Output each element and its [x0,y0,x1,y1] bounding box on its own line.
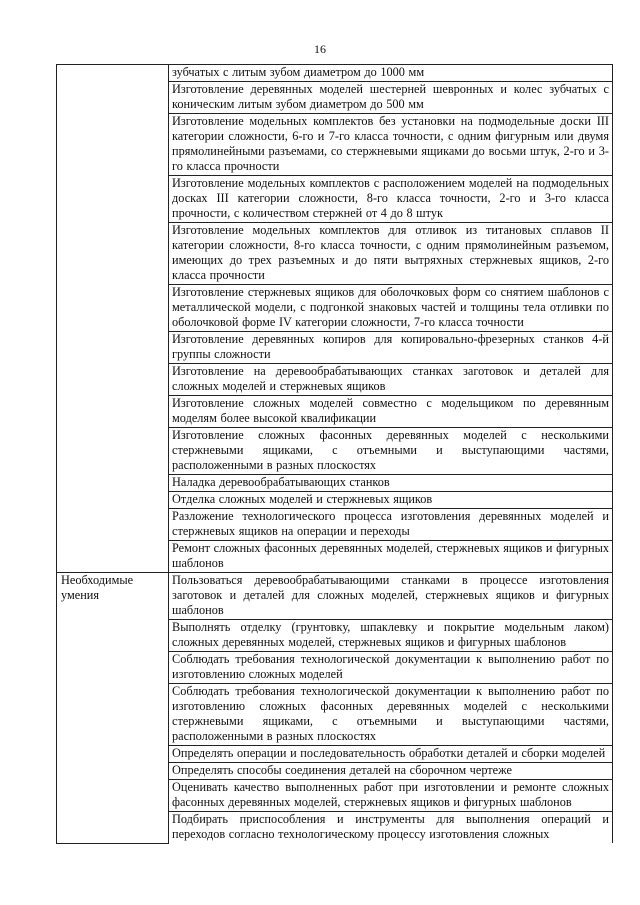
table-cell: Изготовление деревянных моделей шестерней шевронных и колес зубчатых с коническим литым зубом диаметром до 500 мм [169,82,613,114]
table-cell: Отделка сложных моделей и стержневых ящиков [169,492,613,509]
table-cell: Изготовление модельных комплектов без установки на подмодельные доски III категории сложности, 6-го и 7-го класса точности, с одним фигурным или двумя прямолинейными разъемами, со стержневыми ящиками до восьми штук, 2-го и 3-го класса прочности [169,114,613,176]
requirements-table [56,64,613,844]
table-cell: Ремонт сложных фасонных деревянных моделей, стержневых ящиков и фигурных шаблонов [169,541,613,573]
table-cell: Определять способы соединения деталей на сборочном чертеже [169,763,613,780]
table-cell: Изготовление модельных комплектов для отливок из титановых сплавов II категории сложности, 8-го класса точности, с одним прямолинейным разъемом, имеющих до трех разъемных и до пяти вытряхных стержневых ящиков, 2-го класса прочности [169,223,613,285]
table-cell: Изготовление на деревообрабатывающих станках заготовок и деталей для сложных моделей и стержневых ящиков [169,364,613,396]
table-cell: Соблюдать требования технологической документации к выполнению работ по изготовлению сложных моделей [169,652,613,684]
table-cell: Разложение технологического процесса изготовления деревянных моделей и стержневых ящиков на операции и переходы [169,509,613,541]
table-cell: зубчатых с литым зубом диаметром до 1000 мм [169,65,613,82]
table-cell: Изготовление деревянных копиров для копировально-фрезерных станков 4-й группы сложности [169,332,613,364]
table-cell: Изготовление модельных комплектов с расположением моделей на подмодельных досках III категории сложности, 8-го класса точности, 2-го и 3-го класса прочности, с количеством стержней от 4 до 8 штук [169,176,613,223]
table-row [57,573,613,620]
table-cell: Соблюдать требования технологической документации к выполнению работ по изготовлению сложных фасонных деревянных моделей с несколькими стержневыми ящиками, с отъемными и выступающими частями, расположенными в разных плоскостях [169,684,613,746]
table-cell: Наладка деревообрабатывающих станков [169,475,613,492]
section-label [57,65,169,573]
table-cell: Оценивать качество выполненных работ при изготовлении и ремонте сложных фасонных деревянных моделей, стержневых ящиков и фигурных шаблонов [169,780,613,812]
table-cell: Пользоваться деревообрабатывающими станками в процессе изготовления заготовок и деталей для сложных моделей, стержневых ящиков и фигурных шаблонов [169,573,613,620]
table-cell: Изготовление сложных фасонных деревянных моделей с несколькими стержневыми ящиками, с отъемными и выступающими частями, расположенными в разных плоскостях [169,428,613,475]
table-cell: Выполнять отделку (грунтовку, шпаклевку и покрытие модельным лаком) сложных деревянных моделей, стержневых ящиков и фигурных шаблонов [169,620,613,652]
table-cell: Изготовление сложных моделей совместно с модельщиком по деревянным моделям более высокой квалификации [169,396,613,428]
table-cell: Определять операции и последовательность обработки деталей и сборки моделей [169,746,613,763]
section-label: Необходимые умения [57,573,169,844]
table-cell: Изготовление стержневых ящиков для оболочковых форм со снятием шаблонов с металлической модели, с подгонкой знаковых частей и толщины тела отливки по оболочковой форме IV категории сложности, 7-го класса точности [169,285,613,332]
table-row [57,65,613,82]
table-cell: Подбирать приспособления и инструменты для выполнения операций и переходов согласно технологическому процессу изготовления сложных [169,812,613,844]
page-number: 16 [314,42,326,56]
